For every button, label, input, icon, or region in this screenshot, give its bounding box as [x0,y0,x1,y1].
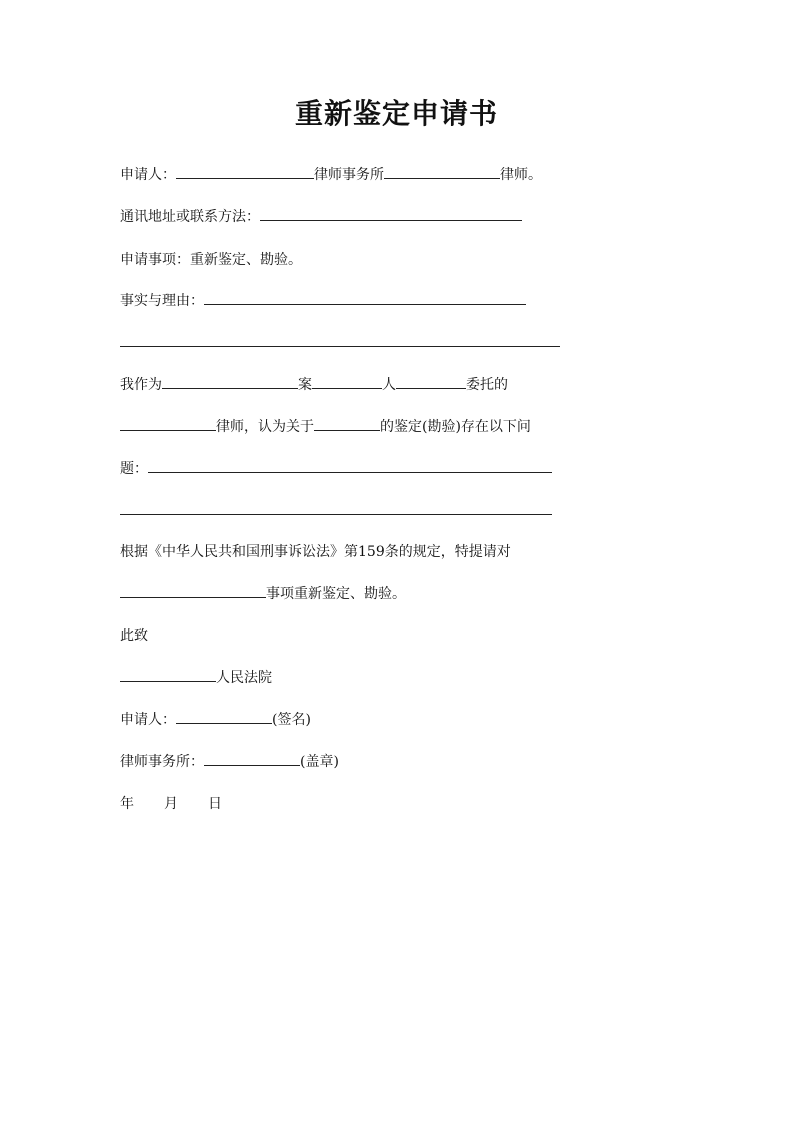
issue-blank[interactable] [148,459,552,473]
signature-blank[interactable] [176,710,272,724]
facts-blank[interactable] [204,291,526,305]
subject-blank[interactable] [314,417,380,431]
firm-seal-blank[interactable] [204,752,300,766]
signature-end-text: (签名) [272,712,311,728]
matter-line: 申请事项：重新鉴定、勘验。 [120,252,302,268]
case-name-blank[interactable] [312,375,382,389]
court-end-text: 人民法院 [216,670,272,686]
lawyer-text: 律师，认为关于 [216,419,314,435]
issue-label: 题： [120,461,148,477]
facts-continuation-blank[interactable] [120,333,560,347]
date-day: 日 [208,796,222,812]
firm-seal-label: 律师事务所： [120,754,204,770]
facts-continuation-line [120,333,560,347]
lawyer-end-text: 律师。 [500,167,542,183]
salutation: 此致 [120,628,148,644]
applicant-label: 申请人： [120,167,176,183]
issue-line [120,459,552,479]
address-label: 通讯地址或联系方法： [120,209,260,225]
lawyer-line [120,417,531,437]
court-line [120,668,272,688]
date-line [120,794,222,814]
applicant-blank[interactable] [176,165,314,179]
address-line [120,207,522,227]
firm-name-blank[interactable] [384,165,500,179]
lawyer-end-text: 的鉴定(勘验)存在以下问 [380,419,531,435]
case-text: 案 [298,377,312,393]
applicant-line [120,165,542,185]
person-name-blank[interactable] [396,375,466,389]
entrust-prefix: 我作为 [120,377,162,393]
entrust-name-blank[interactable] [162,375,298,389]
firm-seal-line [120,752,339,772]
entrust-end-text: 委托的 [466,377,508,393]
date-month: 月 [164,796,178,812]
address-blank[interactable] [260,207,522,221]
firm-seal-end-text: (盖章) [300,754,339,770]
facts-label: 事实与理由： [120,293,204,309]
request-end-text: 事项重新鉴定、勘验。 [266,586,406,602]
request-line [120,584,406,604]
court-name-blank[interactable] [120,668,216,682]
firm-suffix-text: 律师事务所 [314,167,384,183]
lawyer-name-blank[interactable] [120,417,216,431]
date-year: 年 [120,796,134,812]
person-text: 人 [382,377,396,393]
basis-line: 根据《中华人民共和国刑事诉讼法》第159条的规定，特提请对 [120,544,511,560]
signature-label: 申请人： [120,712,176,728]
issue-continuation-line [120,501,552,515]
issue-continuation-blank[interactable] [120,501,552,515]
request-matter-blank[interactable] [120,584,266,598]
entrust-line [120,375,508,395]
signature-line [120,710,311,730]
document-title: 重新鉴定申请书 [294,97,498,130]
facts-line [120,291,526,311]
